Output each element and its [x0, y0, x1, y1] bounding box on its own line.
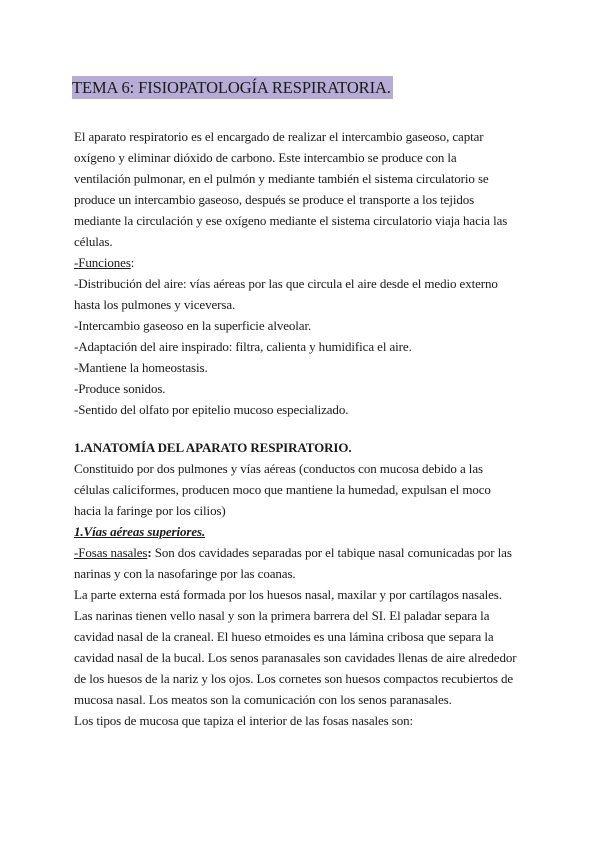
funcion-item: -Intercambio gaseoso en la superficie alveolar.	[74, 318, 312, 333]
funcion-item: -Distribución del aire: vías aéreas por las que circula el aire desde el medio externo	[74, 276, 498, 291]
intro-line: mediante la circulación y ese oxígeno mediante el sistema circulatorio viaja hacia las	[74, 213, 508, 228]
section-line: Constituido por dos pulmones y vías aéreas (conductos con mucosa debido a las	[74, 461, 483, 476]
funcion-item: -Adaptación del aire inspirado: filtra, calienta y humidifica el aire.	[74, 339, 412, 354]
intro-line: oxígeno y eliminar dióxido de carbono. Este intercambio se produce con la	[74, 150, 457, 165]
intro-line: ventilación pulmonar, en el pulmón y mediante también el sistema circulatorio se	[74, 171, 489, 186]
intro-line: células.	[74, 234, 113, 249]
section-line: células caliciformes, producen moco que mantiene la humedad, expulsan el moco	[74, 482, 491, 497]
intro-line: produce un intercambio gaseoso, después se produce el transporte a los tejidos	[74, 192, 475, 207]
page-title: TEMA 6: FISIOPATOLOGÍA RESPIRATORIA.	[72, 78, 391, 97]
document-body	[74, 126, 544, 731]
funcion-item: -Sentido del olfato por epitelio mucoso especializado.	[74, 402, 349, 417]
subsection-line: Las narinas tienen vello nasal y son la primera barrera del SI. El paladar separa la	[74, 608, 490, 623]
subsection-line: mucosa nasal. Los meatos son la comunicación con los senos paranasales.	[74, 692, 452, 707]
funcion-item: -Mantiene la homeostasis.	[74, 360, 208, 375]
subsection-line: cavidad nasal de la bucal. Los senos paranasales son cavidades llenas de aire alrededor	[74, 650, 517, 665]
funcion-item: hasta los pulmones y viceversa.	[74, 297, 236, 312]
funcion-item: -Produce sonidos.	[74, 381, 166, 396]
subsection-heading: 1.Vías aéreas superiores.	[74, 524, 206, 539]
fosas-nasales-line: -Fosas nasales: Son dos cavidades separadas por el tabique nasal comunicadas por las	[74, 545, 512, 560]
subsection-line: Los tipos de mucosa que tapiza el interior de las fosas nasales son:	[74, 713, 414, 728]
subsection-line: narinas y con la nasofaringe por las coanas.	[74, 566, 296, 581]
section-line: hacia la faringe por los cilios)	[74, 503, 226, 518]
intro-line: El aparato respiratorio es el encargado de realizar el intercambio gaseoso, captar	[74, 129, 484, 144]
funciones-heading: -Funciones:	[74, 255, 135, 270]
subsection-line: cavidad nasal de la craneal. El hueso etmoides es una lámina cribosa que separa la	[74, 629, 494, 644]
section-heading: 1.ANATOMÍA DEL APARATO RESPIRATORIO.	[74, 440, 352, 455]
subsection-line: de los huesos de la nariz y los ojos. Los cornetes son huesos compactos recubiertos de	[74, 671, 514, 686]
subsection-line: La parte externa está formada por los huesos nasal, maxilar y por cartílagos nasales.	[74, 587, 502, 602]
